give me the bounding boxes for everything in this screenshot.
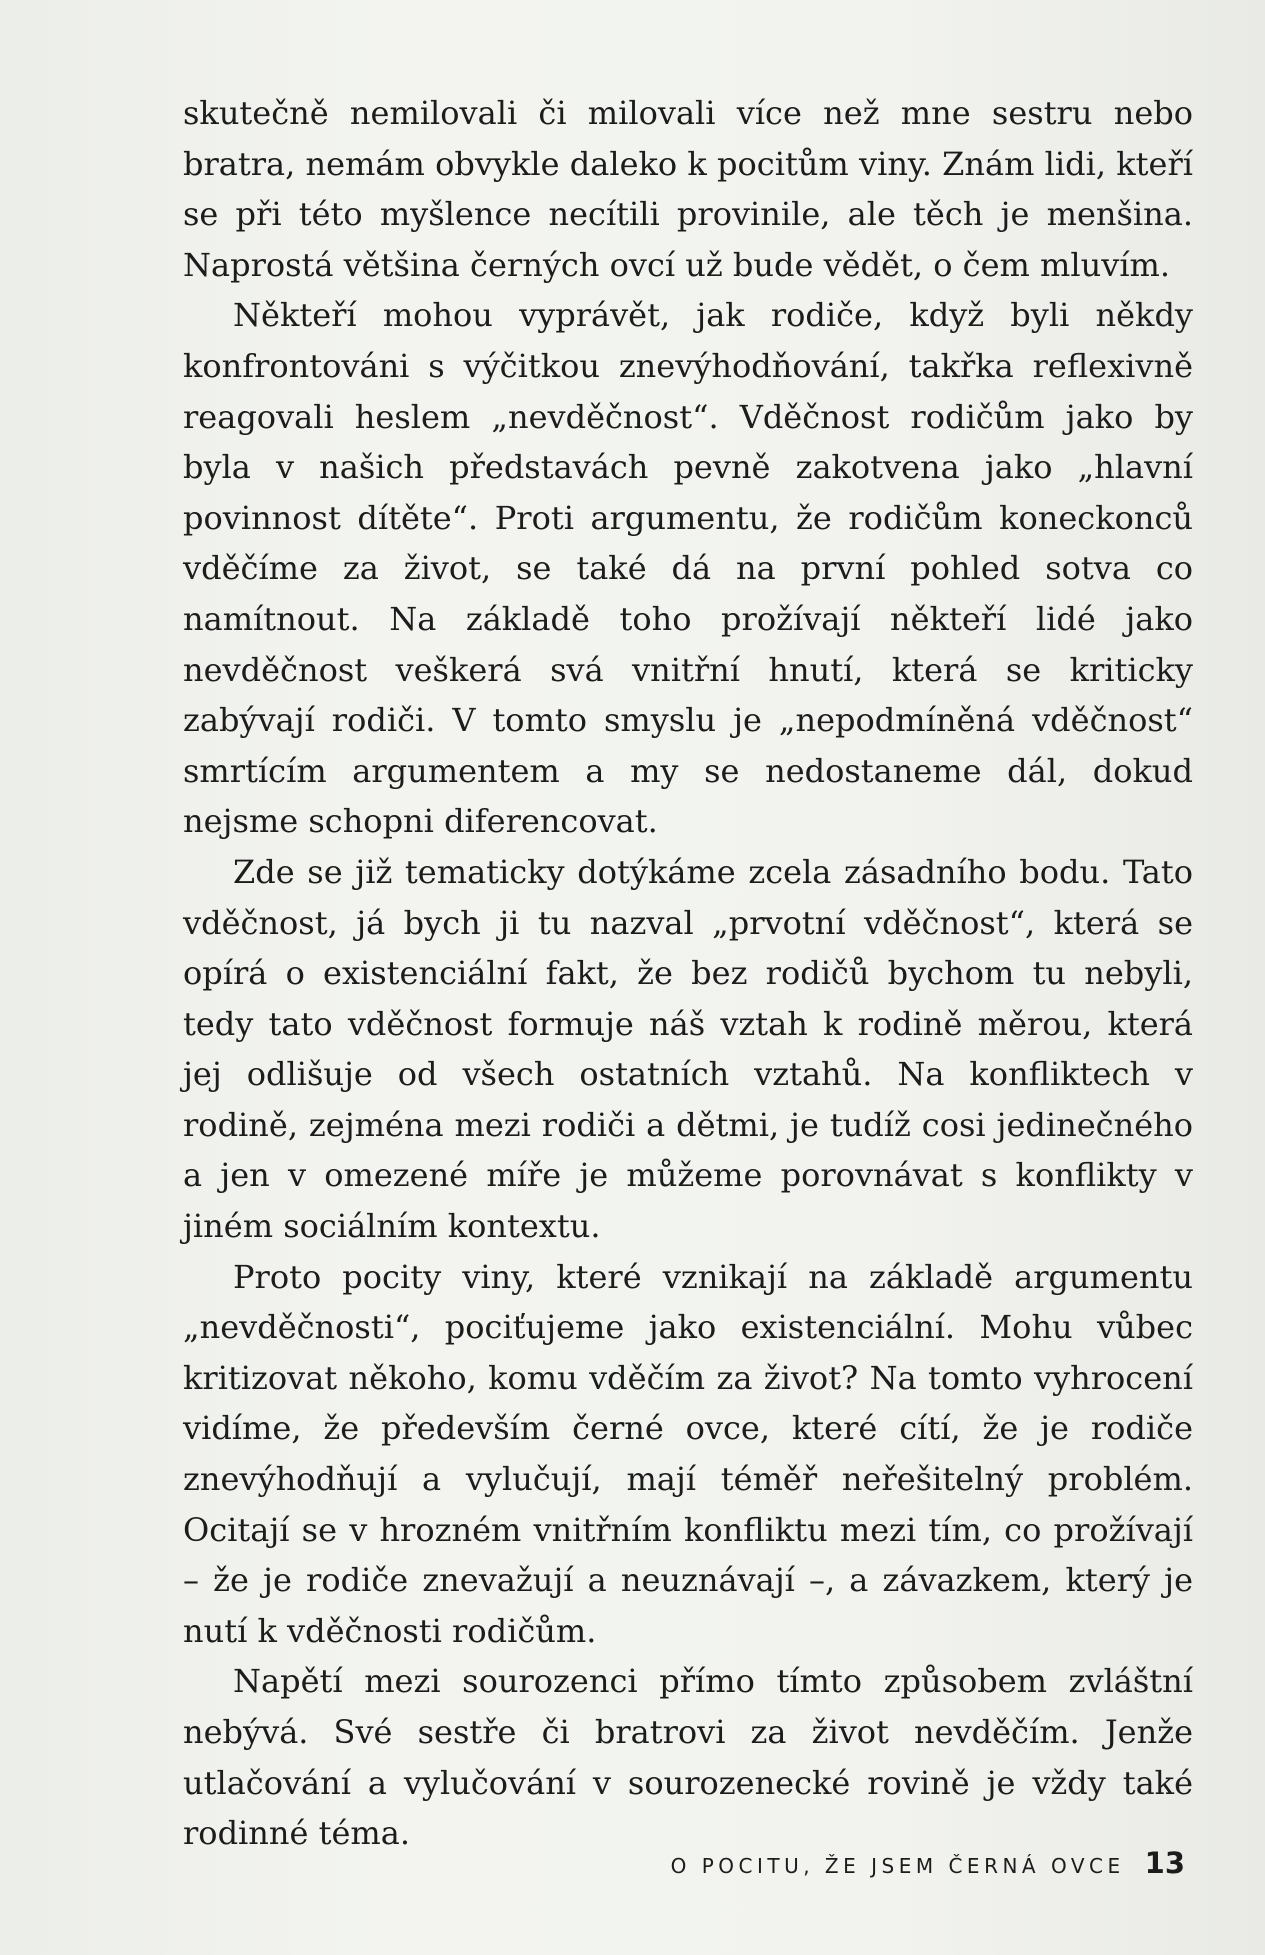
running-title: O POCITU, ŽE JSEM ČERNÁ OVCE xyxy=(670,1854,1125,1878)
body-text xyxy=(183,88,1193,1859)
paragraph-2: Někteří mohou vyprávět, jak rodiče, když byli někdy konfrontováni s výčitkou znevýhodňování, takřka reflexivně reagovali heslem „nevděčnost“. Vděčnost rodičům jako by byla v našich představách pevně zakotvena jako „hlavní povinnost dítěte“. Proti argumentu, že rodičům koneckonců vděčíme za život, se také dá na první pohled sotva co namítnout. Na základě toho prožívají někteří lidé jako nevděčnost veškerá svá vnitřní hnutí, která se kriticky zabývají rodiči. V tomto smyslu je „nepodmíněná vděčnost“ smrtícím argumentem a my se nedostaneme dál, dokud nejsme schopni diferencovat. xyxy=(183,296,1193,841)
paragraph-3: Zde se již tematicky dotýkáme zcela zásadního bodu. Tato vděčnost, já bych ji tu nazval „prvotní vděčnost“, která se opírá o existenciální fakt, že bez rodičů bychom tu nebyli, tedy tato vděčnost formuje náš vztah k rodině měrou, která jej odlišuje od všech ostatních vztahů. Na konfliktech v rodině, zejména mezi rodiči a dětmi, je tudíž cosi jedinečného a jen v omezené míře je můžeme porovnávat s konflikty v jiném sociálním kontextu. xyxy=(183,852,1193,1246)
page-number: 13 xyxy=(1144,1846,1185,1880)
paragraph-5: Napětí mezi sourozenci přímo tímto způsobem zvláštní nebývá. Své sestře či bratrovi za život nevděčím. Jenže utlačování a vylučování v sourozenecké rovině je vždy také rodinné téma. xyxy=(183,1662,1193,1853)
paragraph-1: skutečně nemilovali či milovali více než mne sestru nebo bratra, nemám obvykle daleko k pocitům viny. Znám lidi, kteří se při této myšlence necítili provinile, ale těch je menšina. Naprostá většina černých ovcí už bude vědět, o čem mluvím. xyxy=(183,94,1193,284)
running-footer xyxy=(671,1846,1185,1886)
paragraph-4: Proto pocity viny, které vznikají na základě argumentu „nevděčnosti“, pociťujeme jako existenciální. Mohu vůbec kritizovat někoho, komu vděčím za život? Na tomto vyhrocení vidíme, že především černé ovce, které cítí, že je rodiče znevýhodňují a vylučují, mají téměř neřešitelný problém. Ocitají se v hrozném vnitřním konfliktu mezi tím, co prožívají – že je rodiče znevažují a neuznávají –, a závazkem, který je nutí k vděčnosti rodičům. xyxy=(183,1257,1193,1650)
